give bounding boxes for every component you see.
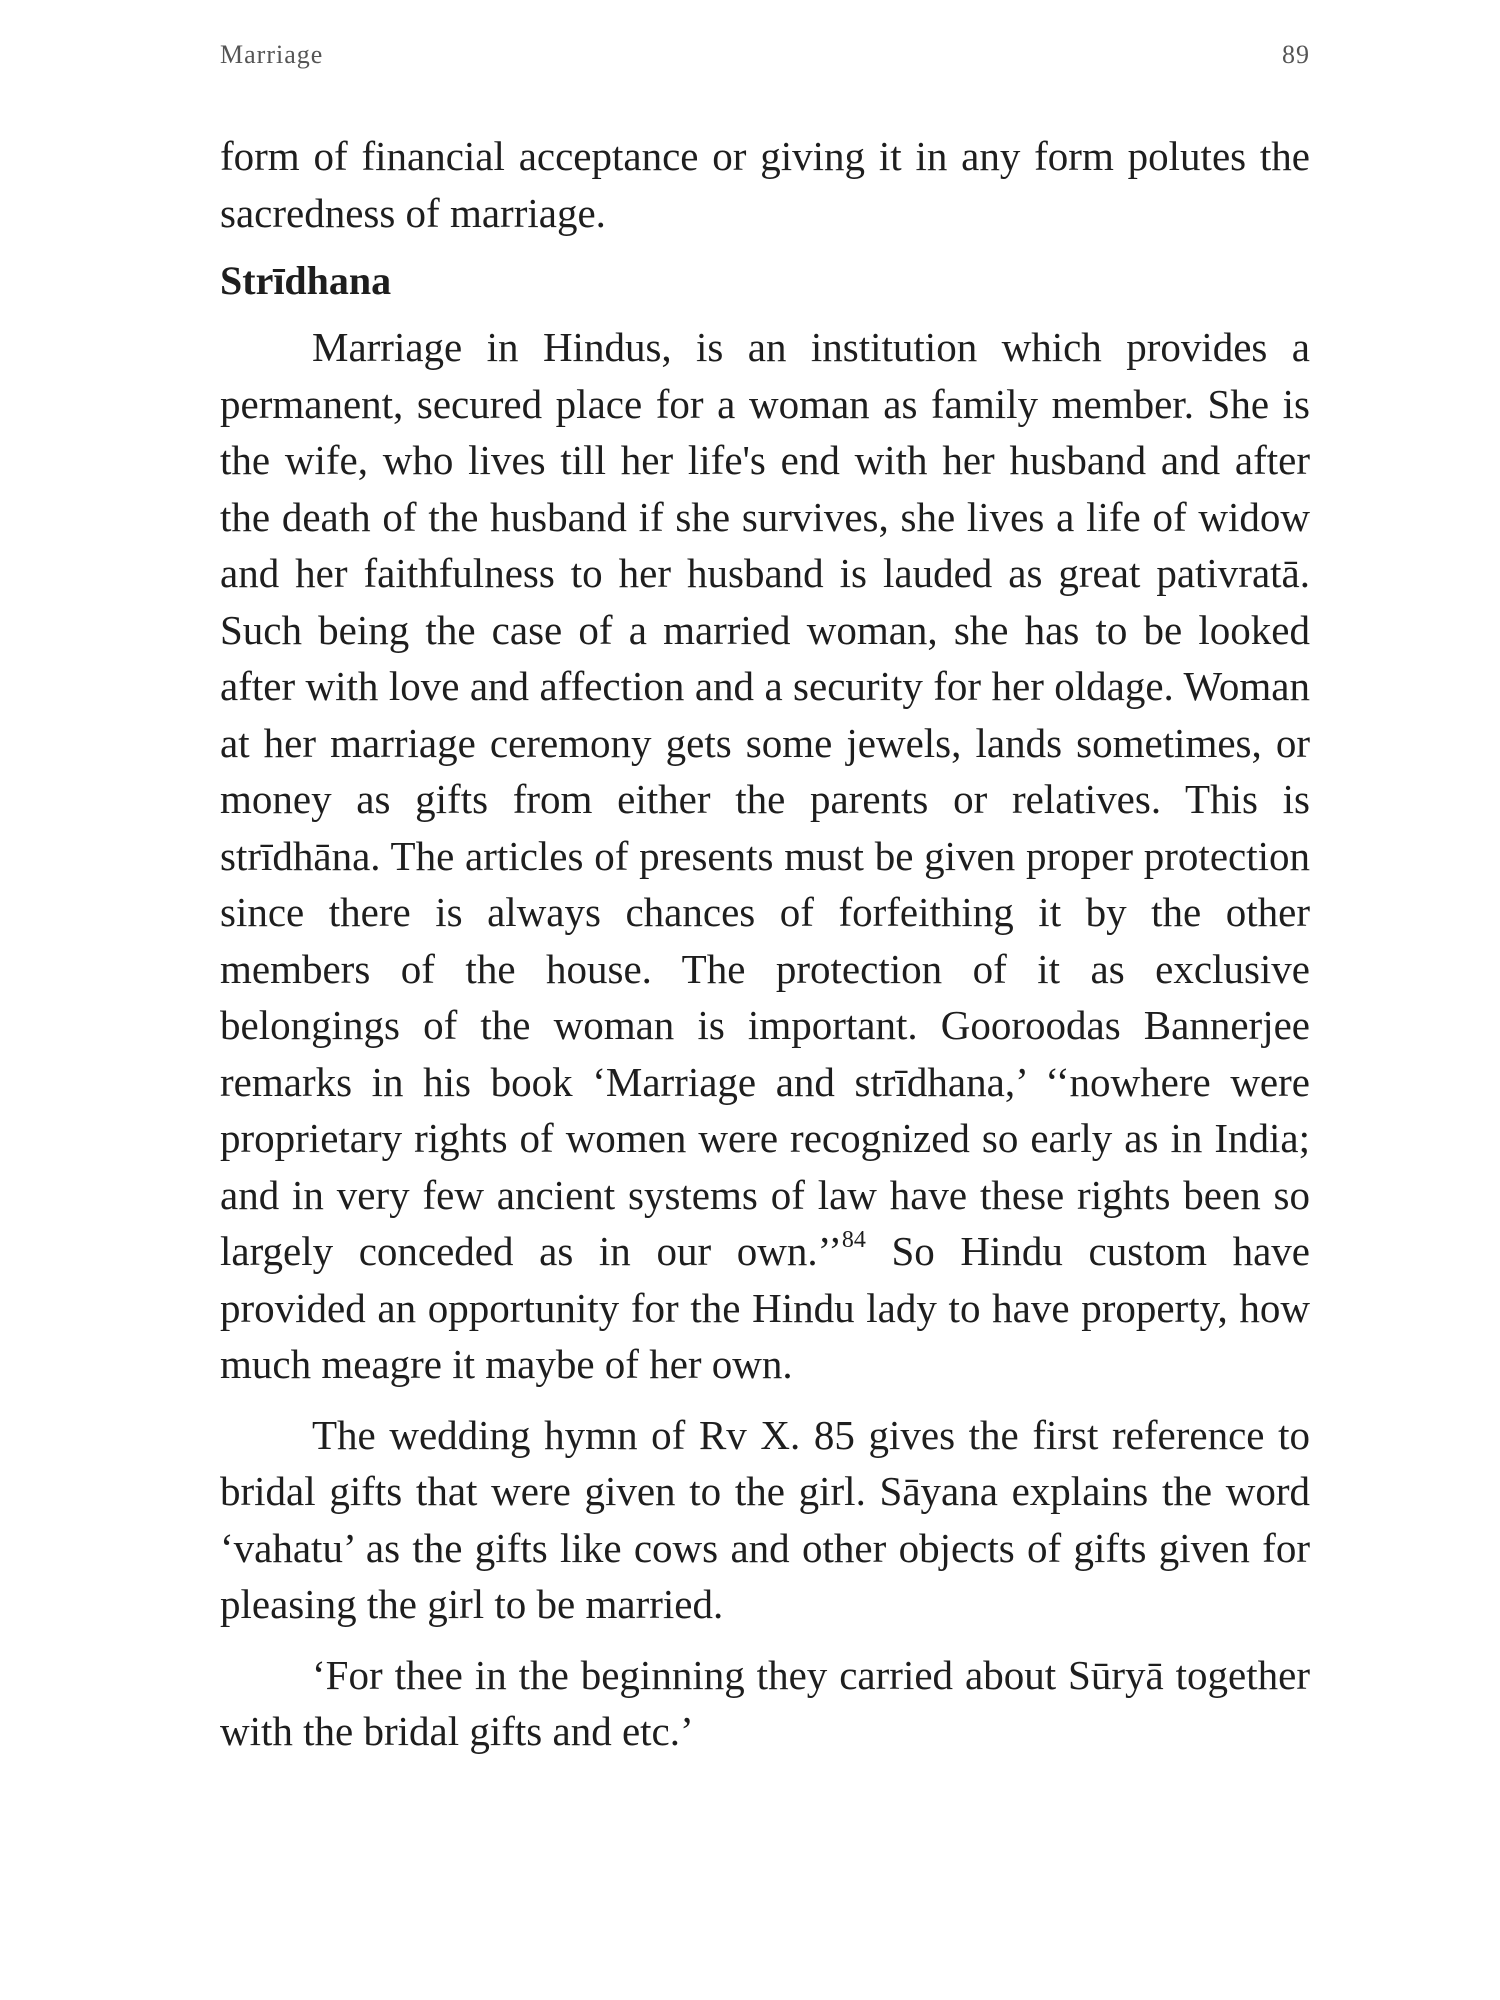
section-heading: Strīdhana: [220, 258, 392, 303]
paragraph-text-continued: So Hindu custom have provided an opportunity for the Hindu lady to have property, how much meagre it maybe of her own.: [220, 1228, 1311, 1387]
footnote-reference: 84: [841, 1227, 866, 1253]
running-header: [220, 40, 1310, 80]
page-number: 89: [1282, 40, 1310, 69]
body-text: [220, 128, 1310, 1760]
continuation-paragraph: form of financial acceptance or giving it in any form polutes the sacredness of marriage.: [220, 133, 1310, 236]
paragraph-text: Marriage in Hindus, is an institution which provides a permanent, secured place for a woman as family member. She is the wife, who lives till her life's end with her husband and after the death of the husband if she survives, she lives a life of widow and her faithfulness to her husband is lauded as great pativratā. Such being the case of a married woman, she has to be looked after with love and affection and a security for her oldage. Woman at her marriage ceremony gets some jewels, lands sometimes, or money as gifts from either the parents or relatives. This is strīdhāna. The articles of presents must be given proper protection since there is always chances of forfeithing it by the other members of the house. The protection of it as exclusive belongings of the woman is important. Gooroodas Bannerjee remarks in his book ‘Marriage and strīdhana,’ ‘‘nowhere were proprietary rights of women were recognized so early as in India; and in very few ancient systems of law have these rights been so largely conceded as in our own.’’: [220, 324, 1310, 1274]
paragraph-wedding-hymn: The wedding hymn of Rv X. 85 gives the first reference to bridal gifts that were given to the girl. Sāyana explains the word ‘vahatu’ as the gifts like cows and other objects of gifts given for pleasing the girl to be married.: [220, 1411, 1310, 1627]
running-title: Marriage: [220, 40, 324, 69]
paragraph-stridhana: [220, 319, 1310, 1393]
quotation: ‘For thee in the beginning they carried about Sūryā together with the bridal gifts and etc.’: [220, 1651, 1310, 1754]
